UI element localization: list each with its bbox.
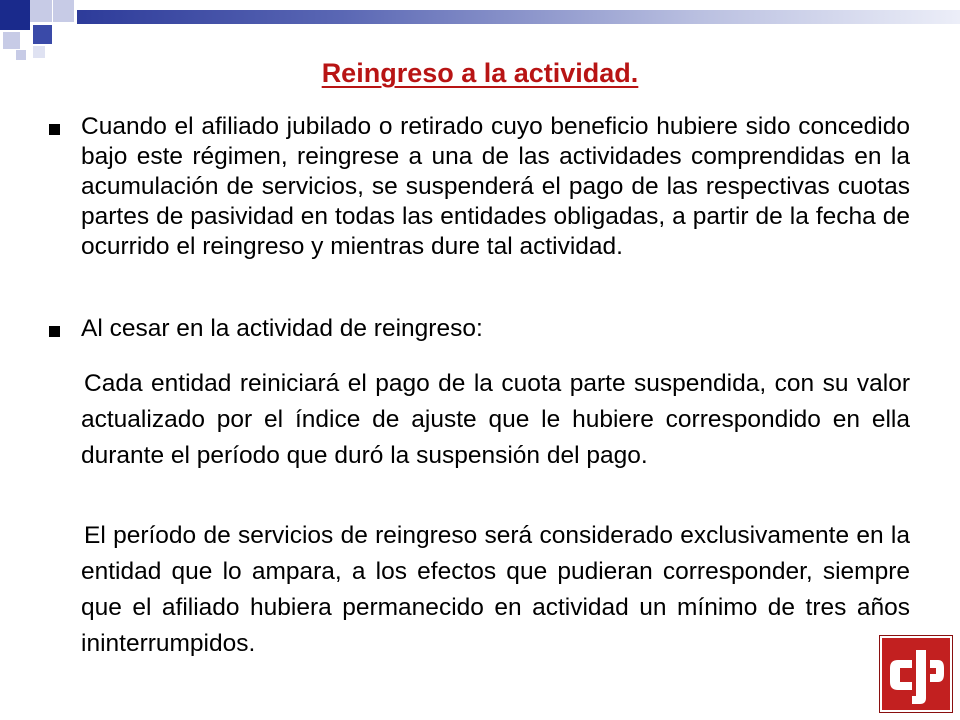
corner-square — [33, 25, 52, 44]
corner-square — [53, 0, 74, 22]
square-bullet-icon — [49, 124, 60, 135]
paragraph-reinicio-pago: Cada entidad reiniciará el pago de la cuota parte suspendida, con su valor actualizado por el índice de ajuste que le hubiere correspondido en ella durante el período que duró la suspensión del pago. — [81, 370, 910, 469]
paragraph-reingreso: Cuando el afiliado jubilado o retirado cuyo beneficio hubiere sido concedido bajo este régimen, reingrese a una de las actividades comprendidas en la acumulación de servicios, se suspenderá el pago de las respectivas cuotas partes de pasividad en todas las entidades obligadas, a partir de la fecha de ocurrido el reingreso y mientras dure tal actividad. — [81, 113, 910, 260]
slide-title-text: Reingreso a la actividad. — [321, 58, 639, 88]
corner-square — [3, 32, 20, 49]
slide-title — [0, 58, 960, 89]
header-gradient-bar — [77, 10, 960, 24]
corner-square — [33, 46, 45, 58]
paragraph-cesar: Al cesar en la actividad de reingreso: — [81, 315, 483, 342]
corner-square — [30, 0, 52, 22]
corner-square — [0, 0, 30, 30]
paragraph-periodo-servicios: El período de servicios de reingreso será considerado exclusivamente en la entidad que lo ampara, a los efectos que pudieran corresponder, siempre que el afiliado hubiera permanecido en actividad un mínimo de tres años ininterrumpidos. — [81, 522, 910, 657]
square-bullet-icon — [49, 326, 60, 337]
cjp-logo-icon — [880, 636, 952, 712]
cjp-logo-graphic — [882, 638, 950, 710]
